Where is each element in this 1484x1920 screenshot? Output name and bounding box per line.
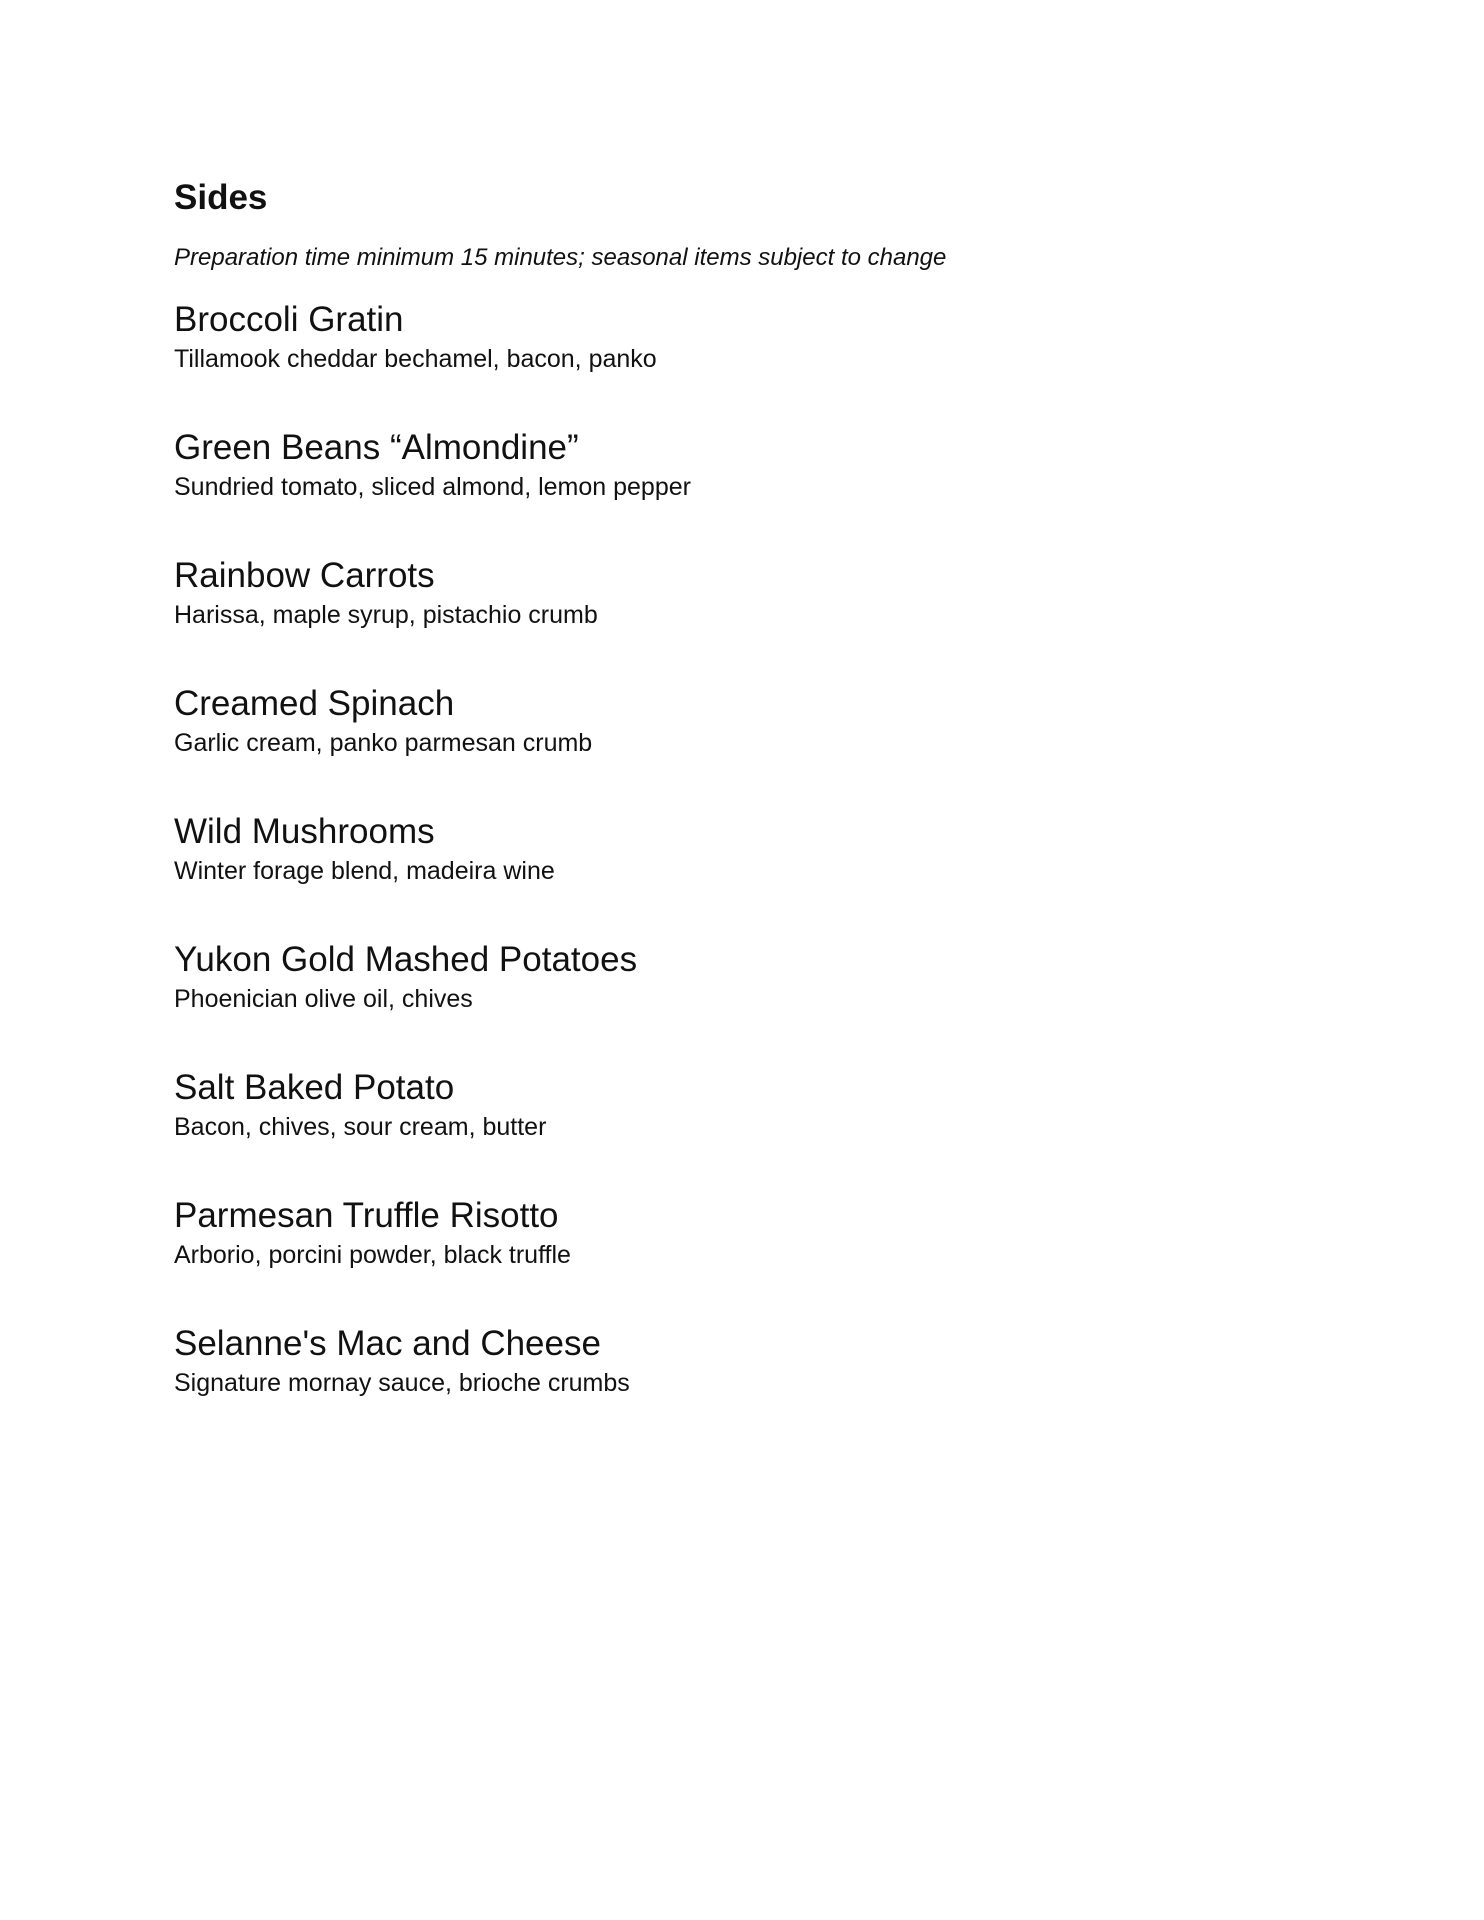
menu-item bbox=[174, 426, 1304, 554]
menu-item-name: Parmesan Truffle Risotto bbox=[174, 1196, 559, 1235]
menu-page bbox=[174, 176, 1304, 1397]
menu-item-name: Wild Mushrooms bbox=[174, 812, 435, 851]
menu-item-description: Garlic cream, panko parmesan crumb bbox=[174, 729, 593, 757]
menu-item-description: Phoenician olive oil, chives bbox=[174, 985, 473, 1013]
menu-item bbox=[174, 1066, 1304, 1194]
section-heading: Sides bbox=[174, 178, 268, 217]
menu-item-name: Yukon Gold Mashed Potatoes bbox=[174, 940, 638, 979]
menu-item bbox=[174, 1322, 1304, 1450]
menu-item-name: Salt Baked Potato bbox=[174, 1068, 455, 1107]
menu-item-name: Creamed Spinach bbox=[174, 684, 455, 723]
menu-item bbox=[174, 1194, 1304, 1322]
menu-item bbox=[174, 298, 1304, 426]
menu-item-description: Sundried tomato, sliced almond, lemon pepper bbox=[174, 473, 691, 501]
menu-item bbox=[174, 810, 1304, 938]
menu-item-name: Rainbow Carrots bbox=[174, 556, 435, 595]
menu-item-name: Broccoli Gratin bbox=[174, 300, 404, 339]
menu-item-description: Tillamook cheddar bechamel, bacon, panko bbox=[174, 345, 657, 373]
menu-item-name: Selanne's Mac and Cheese bbox=[174, 1324, 601, 1363]
menu-item-description: Bacon, chives, sour cream, butter bbox=[174, 1113, 547, 1141]
menu-item-description: Signature mornay sauce, brioche crumbs bbox=[174, 1369, 630, 1397]
menu-item bbox=[174, 682, 1304, 810]
menu-item-name: Green Beans “Almondine” bbox=[174, 428, 579, 467]
menu-item-description: Harissa, maple syrup, pistachio crumb bbox=[174, 601, 598, 629]
preparation-note: Preparation time minimum 15 minutes; seasonal items subject to change bbox=[174, 244, 947, 271]
menu-item bbox=[174, 554, 1304, 682]
menu-item bbox=[174, 938, 1304, 1066]
menu-item-description: Winter forage blend, madeira wine bbox=[174, 857, 555, 885]
menu-item-description: Arborio, porcini powder, black truffle bbox=[174, 1241, 571, 1269]
sides-list bbox=[174, 298, 1304, 1450]
